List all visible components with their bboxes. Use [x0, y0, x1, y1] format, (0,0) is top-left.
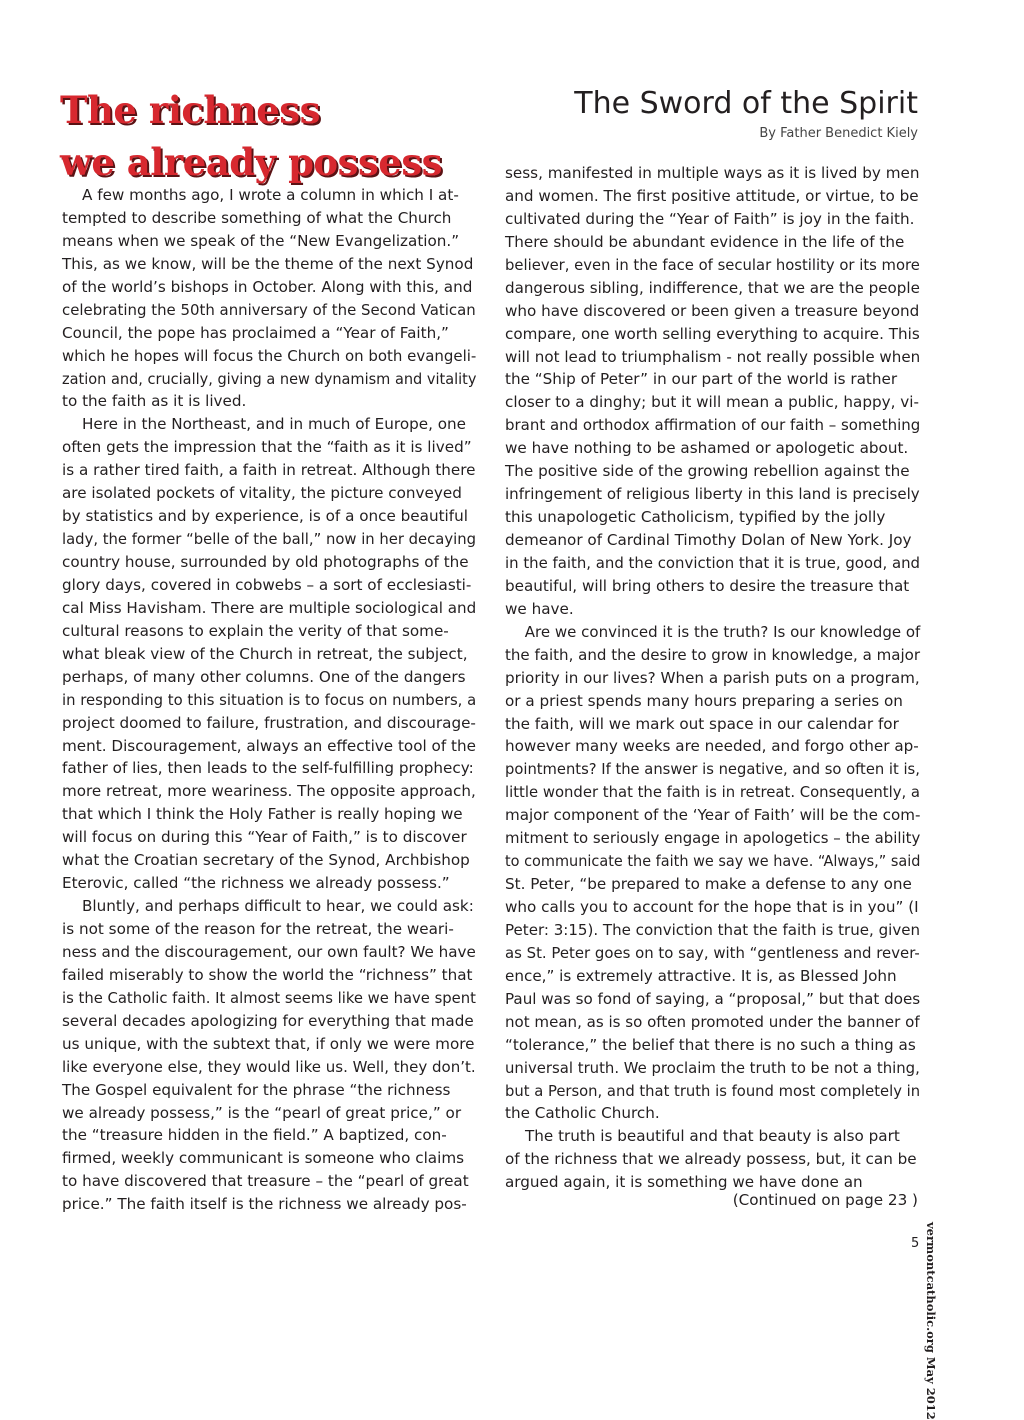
text-line: to the faith as it is lived.	[62, 392, 247, 411]
continued-note: (Continued on page 23 )	[732, 1191, 918, 1209]
text-line: us unique, with the subtext that, if only we were more	[62, 1034, 475, 1053]
text-line: we have.	[505, 599, 574, 618]
text-line: that which I think the Holy Father is really hoping we	[62, 805, 463, 824]
text-line: we already possess,” is the “pearl of great price,” or	[62, 1103, 462, 1122]
side-folio: vermontcatholic.org May 2012	[924, 1222, 938, 1420]
headline-line-1: The richness	[60, 88, 320, 132]
text-line: Council, the pope has proclaimed a “Year of Faith,”	[62, 323, 449, 342]
text-line: price.” The faith itself is the richness we already pos-	[62, 1195, 467, 1214]
text-line: however many weeks are needed, and forgo other ap-	[505, 737, 919, 756]
text-line: will not lead to triumphalism - not really possible when	[505, 347, 921, 366]
text-line: Bluntly, and perhaps difficult to hear, we could ask:	[82, 897, 474, 916]
text-line: There should be abundant evidence in the life of the	[505, 232, 905, 251]
text-line: universal truth. We proclaim the truth to be not a thing,	[505, 1058, 920, 1077]
text-line: father of lies, then leads to the self-fulfilling prophecy:	[62, 759, 474, 778]
text-line: Paul was so fond of saying, a “proposal,” but that does	[505, 989, 921, 1008]
text-line: little wonder that the faith is in retreat. Consequently, a	[505, 783, 921, 802]
text-line: in the faith, and the conviction that it is true, good, and	[505, 553, 920, 572]
text-line: to have discovered that treasure – the “pearl of great	[62, 1172, 469, 1191]
text-line: is not some of the reason for the retreat, the weari-	[62, 920, 454, 938]
text-line: is a rather tired faith, a faith in retreat. Although there	[62, 461, 476, 480]
headline-line-2: we already possess	[60, 140, 442, 184]
text-line: to communicate the faith we say we have. “Always,” said	[505, 852, 921, 871]
text-line: demeanor of Cardinal Timothy Dolan of New York. Joy	[505, 531, 912, 549]
text-line: tempted to describe something of what the Church	[62, 208, 452, 227]
text-line: lady, the former “belle of the ball,” now in her decaying	[62, 530, 476, 549]
text-line: A few months ago, I wrote a column in which I at-	[82, 186, 459, 204]
text-line: will focus on during this “Year of Faith,” is to discover	[62, 828, 467, 847]
text-line: glory days, covered in cobwebs – a sort of ecclesiasti-	[62, 575, 472, 594]
text-line: “tolerance,” the belief that there is no such a thing as	[505, 1035, 916, 1054]
text-line: who calls you to account for the hope that is in you” (I	[505, 898, 919, 916]
text-line: celebrating the 50th anniversary of the Second Vatican	[62, 300, 476, 319]
text-line: what bleak view of the Church in retreat, the subject,	[62, 644, 468, 663]
text-line: the “treasure hidden in the field.” A baptized, con-	[62, 1126, 447, 1145]
text-line: ment. Discouragement, always an effective tool of the	[62, 736, 476, 755]
text-line: priority in our lives? When a parish puts on a program,	[505, 668, 920, 687]
text-line: the Catholic Church.	[505, 1104, 660, 1123]
text-line: not mean, as is so often promoted under the banner of	[505, 1012, 920, 1031]
text-line: this unapologetic Catholicism, typified by the jolly	[505, 508, 886, 527]
text-line: we have nothing to be ashamed or apologetic about.	[505, 439, 909, 458]
text-line: Eterovic, called “the richness we already possess.”	[62, 874, 450, 893]
text-line: and women. The first positive attitude, or virtue, to be	[505, 186, 919, 205]
text-line: infringement of religious liberty in this land is precisely	[505, 485, 920, 504]
text-line: cultivated during the “Year of Faith” is joy in the faith.	[505, 209, 915, 228]
text-line: is the Catholic faith. It almost seems like we have spent	[62, 988, 476, 1007]
text-line: The Gospel equivalent for the phrase “the richness	[62, 1080, 451, 1099]
text-line: brant and orthodox affirmation of our faith – something	[505, 416, 921, 435]
text-line: are isolated pockets of vitality, the picture conveyed	[62, 484, 462, 503]
text-line: means when we speak of the “New Evangelization.”	[62, 231, 460, 250]
text-line: believer, even in the face of secular hostility or its more	[505, 255, 920, 274]
text-line: The positive side of the growing rebellion against the	[505, 462, 910, 481]
text-line: Here in the Northeast, and in much of Europe, one	[82, 415, 467, 434]
text-line: Are we convinced it is the truth? Is our knowledge of	[524, 622, 921, 641]
text-line: firmed, weekly communicant is someone who claims	[62, 1149, 465, 1168]
text-line: cal Miss Havisham. There are multiple sociological and	[62, 598, 477, 617]
column-title: The Sword of the Spirit	[574, 86, 918, 121]
text-line: what the Croatian secretary of the Synod, Archbishop	[62, 851, 470, 870]
text-line: argued again, it is something we have done an	[505, 1173, 863, 1192]
text-line: by statistics and by experience, is of a once beautiful	[62, 507, 468, 526]
text-line: St. Peter, “be prepared to make a defense to any one	[505, 875, 912, 894]
text-line: country house, surrounded by old photographs of the	[62, 553, 469, 571]
text-line: ness and the discouragement, our own fault? We have	[62, 942, 476, 961]
text-line: which he hopes will focus the Church on both evangeli-	[62, 346, 477, 365]
text-line: as St. Peter goes on to say, with “gentleness and rever-	[505, 943, 920, 962]
byline: By Father Benedict Kiely	[759, 126, 918, 141]
text-line: major component of the ‘Year of Faith’ will be the com-	[505, 806, 921, 825]
text-line: closer to a dinghy; but it will mean a public, happy, vi-	[505, 393, 919, 412]
text-line: zation and, crucially, giving a new dynamism and vitality	[62, 369, 477, 388]
text-line: or a priest spends many hours preparing a series on	[505, 691, 903, 710]
text-line: often gets the impression that the “faith as it is lived”	[62, 438, 472, 457]
text-line: pointments? If the answer is negative, and so often it is,	[505, 760, 920, 779]
text-line: of the world’s bishops in October. Along with this, and	[62, 277, 473, 296]
text-line: of the richness that we already possess, but, it can be	[505, 1150, 917, 1169]
text-line: ence,” is extremely attractive. It is, as Blessed John	[505, 966, 897, 985]
article-headline	[60, 84, 480, 188]
right-column	[505, 162, 920, 1194]
page-number: 5	[911, 1236, 920, 1251]
text-line: the faith, will we mark out space in our calendar for	[505, 714, 899, 733]
text-line: failed miserably to show the world the “richness” that	[62, 965, 473, 984]
text-line: several decades apologizing for everything that made	[62, 1011, 474, 1030]
text-line: sess, manifested in multiple ways as it is lived by men	[505, 164, 920, 182]
text-line: cultural reasons to explain the verity of that some-	[62, 621, 449, 640]
text-line: the “Ship of Peter” in our part of the world is rather	[505, 370, 898, 389]
text-line: mitment to seriously engage in apologetics – the ability	[505, 829, 921, 848]
text-line: compare, one worth selling everything to acquire. This	[505, 324, 920, 343]
text-line: in responding to this situation is to focus on numbers, a	[62, 690, 477, 709]
text-line: perhaps, of many other columns. One of the dangers	[62, 667, 466, 686]
text-line: more retreat, more weariness. The opposite approach,	[62, 782, 476, 801]
text-line: This, as we know, will be the theme of the next Synod	[62, 254, 474, 273]
text-line: but a Person, and that truth is found most completely in	[505, 1081, 921, 1100]
text-line: Peter: 3:15). The conviction that the faith is true, given	[505, 920, 921, 939]
left-column	[62, 184, 476, 1216]
text-line: project doomed to failure, frustration, and discourage-	[62, 713, 476, 732]
text-line: who have discovered or been given a treasure beyond	[505, 301, 920, 320]
text-line: like everyone else, they would like us. Well, they don’t.	[62, 1057, 476, 1076]
text-line: dangerous sibling, indifference, that we are the people	[505, 278, 920, 297]
text-line: The truth is beautiful and that beauty is also part	[525, 1127, 900, 1146]
text-line: beautiful, will bring others to desire the treasure that	[505, 576, 910, 595]
text-line: the faith, and the desire to grow in knowledge, a major	[505, 645, 921, 664]
